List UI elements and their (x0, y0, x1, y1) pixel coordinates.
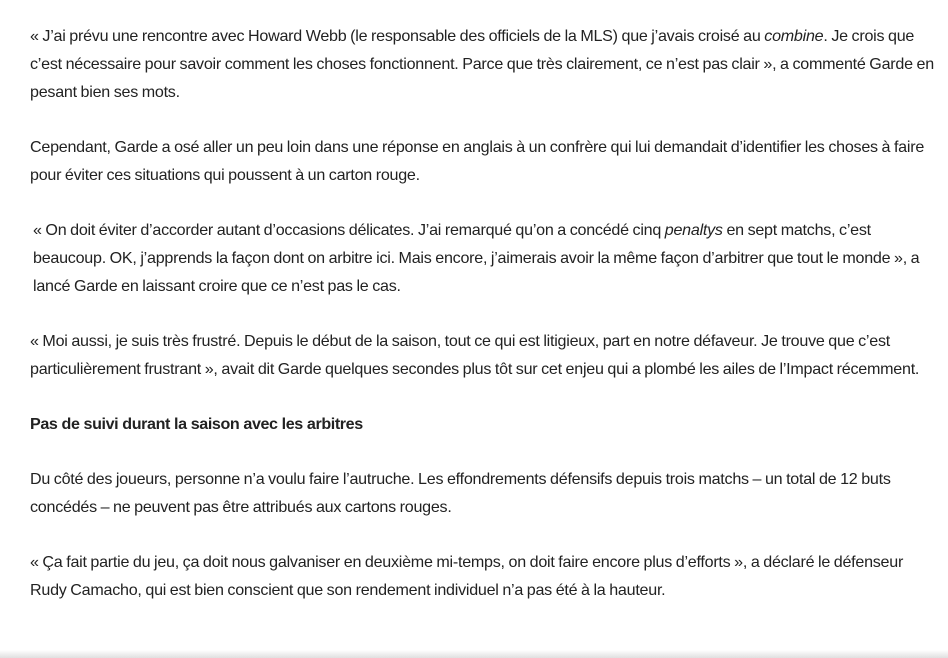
paragraph-camacho-quote: « Ça fait partie du jeu, ça doit nous galvaniser en deuxième mi-temps, on doit faire encore plus d’efforts », a déclaré le défenseur Rudy Camacho, qui est bien conscient que son rendement individuel n’a pas été à la hauteur. (30, 553, 904, 599)
paragraph-frustration-quote: « Moi aussi, je suis très frustré. Depuis le début de la saison, tout ce qui est litigieux, part en notre défaveur. Je trouve que c’est particulièrement frustrant », avait dit Garde quelques secondes plus tôt sur cet enjeu qui a plombé les ailes de l’Impact récemment. (30, 332, 920, 378)
paragraph-text: en sept matchs, c’est beaucoup. OK, j’apprends la façon dont on arbitre ici. Mais encore, j’aimerais avoir la même façon d’arbitrer que tout le monde », a lancé Garde en laissant croire que ce n’est pas le cas. (33, 221, 920, 295)
bottom-fade-divider (0, 650, 948, 658)
paragraph-text: . Je crois que c’est nécessaire pour savoir comment les choses fonctionnent. Parce que très clairement, ce n’est pas clair », a commenté Garde en pesant bien ses mots. (30, 27, 934, 101)
paragraph-webb-meeting (30, 22, 935, 106)
paragraph-text: « On doit éviter d’accorder autant d’occasions délicates. J’ai remarqué qu’on a concédé cinq (33, 221, 665, 239)
paragraph-text: « J’ai prévu une rencontre avec Howard Webb (le responsable des officiels de la MLS) que j’avais croisé au (30, 27, 765, 45)
article-body (30, 22, 935, 631)
paragraph-players-reaction: Du côté des joueurs, personne n’a voulu faire l’autruche. Les effondrements défensifs depuis trois matchs – un total de 12 buts concédés – ne peuvent pas être attribués aux cartons rouges. (30, 470, 891, 516)
paragraph-garde-english-answer: Cependant, Garde a osé aller un peu loin dans une réponse en anglais à un confrère qui lui demandait d’identifier les choses à faire pour éviter ces situations qui poussent à un carton rouge. (30, 138, 925, 184)
italic-term-penaltys: penaltys (664, 221, 723, 239)
italic-term-combine: combine (764, 27, 824, 45)
paragraph-penaltys-quote (30, 216, 935, 300)
section-subheading: Pas de suivi durant la saison avec les arbitres (30, 415, 363, 433)
